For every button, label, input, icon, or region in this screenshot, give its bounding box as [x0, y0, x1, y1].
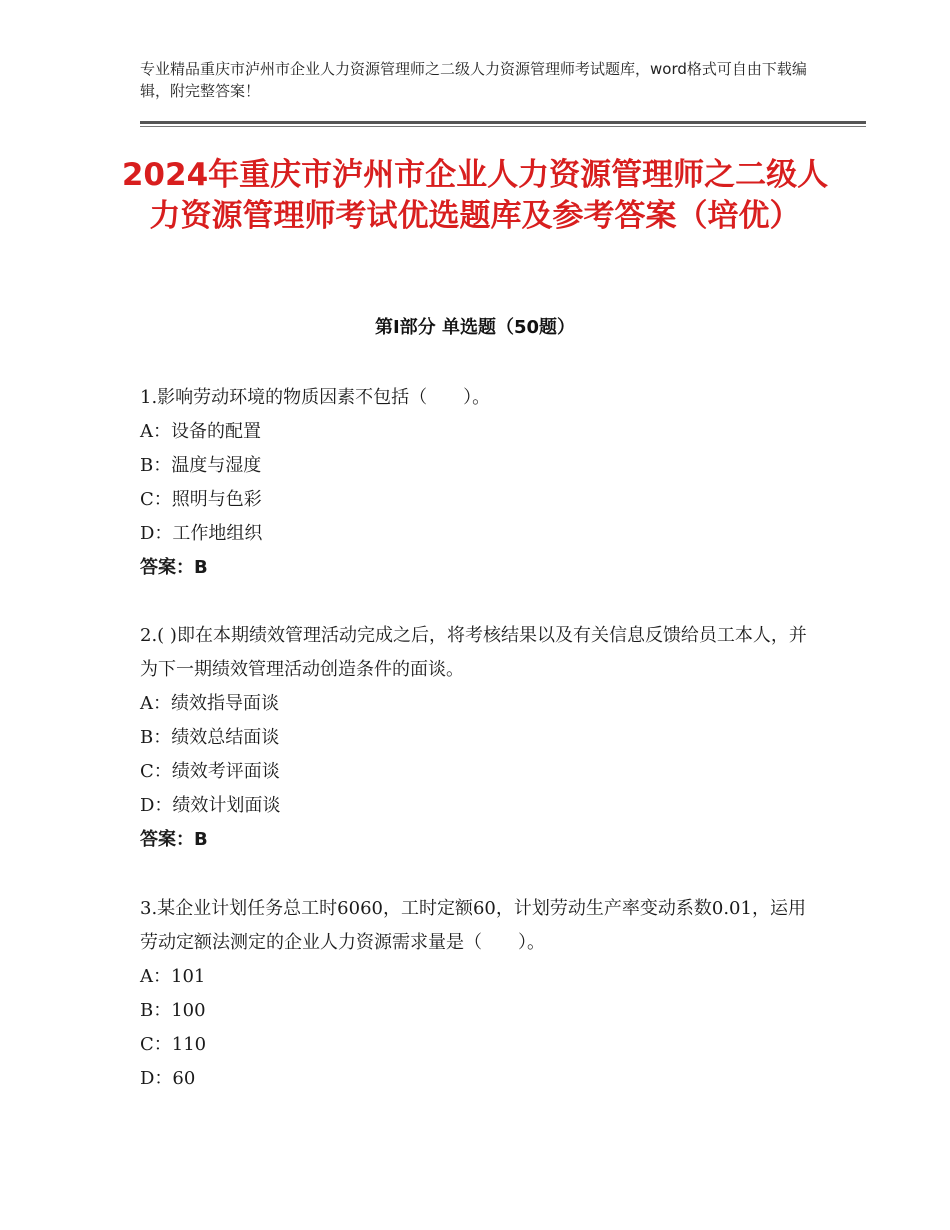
- document-title: 2024年重庆市泸州市企业人力资源管理师之二级人力资源管理师考试优选题库及参考答案（培优）: [121, 157, 829, 234]
- question-stem: 3.某企业计划任务总工时6060，工时定额60，计划劳动生产率变动系数0.01，运用劳动定额法测定的企业人力资源需求量是（ ）。: [140, 898, 806, 953]
- header-rule-thick: [140, 121, 866, 124]
- option-d: D：工作地组织: [140, 523, 263, 544]
- option-b: B：100: [140, 1000, 206, 1021]
- option-d: D：绩效计划面谈: [140, 795, 281, 816]
- question-stem: 2.( )即在本期绩效管理活动完成之后，将考核结果以及有关信息反馈给员工本人，并为下一期绩效管理活动创造条件的面谈。: [140, 625, 807, 680]
- option-c: C：绩效考评面谈: [140, 761, 280, 782]
- question-2: [140, 619, 820, 857]
- header-rule-thin: [140, 126, 866, 127]
- header-note: 专业精品重庆市泸州市企业人力资源管理师之二级人力资源管理师考试题库，word格式可自由下载编辑，附完整答案！: [140, 60, 807, 100]
- option-d: D：60: [140, 1068, 196, 1089]
- option-b: B：温度与湿度: [140, 455, 262, 476]
- option-c: C：110: [140, 1034, 207, 1055]
- answer: 答案：B: [140, 557, 208, 578]
- answer: 答案：B: [140, 829, 208, 850]
- option-c: C：照明与色彩: [140, 489, 262, 510]
- option-a: A：绩效指导面谈: [140, 693, 279, 714]
- option-a: A：101: [140, 966, 206, 987]
- question-3: [140, 892, 820, 1096]
- question-1: [140, 381, 820, 585]
- option-b: B：绩效总结面谈: [140, 727, 280, 748]
- section-title: 第Ⅰ部分 单选题（50题）: [374, 317, 575, 338]
- option-a: A：设备的配置: [140, 421, 261, 442]
- question-stem: 1.影响劳动环境的物质因素不包括（ ）。: [140, 387, 491, 408]
